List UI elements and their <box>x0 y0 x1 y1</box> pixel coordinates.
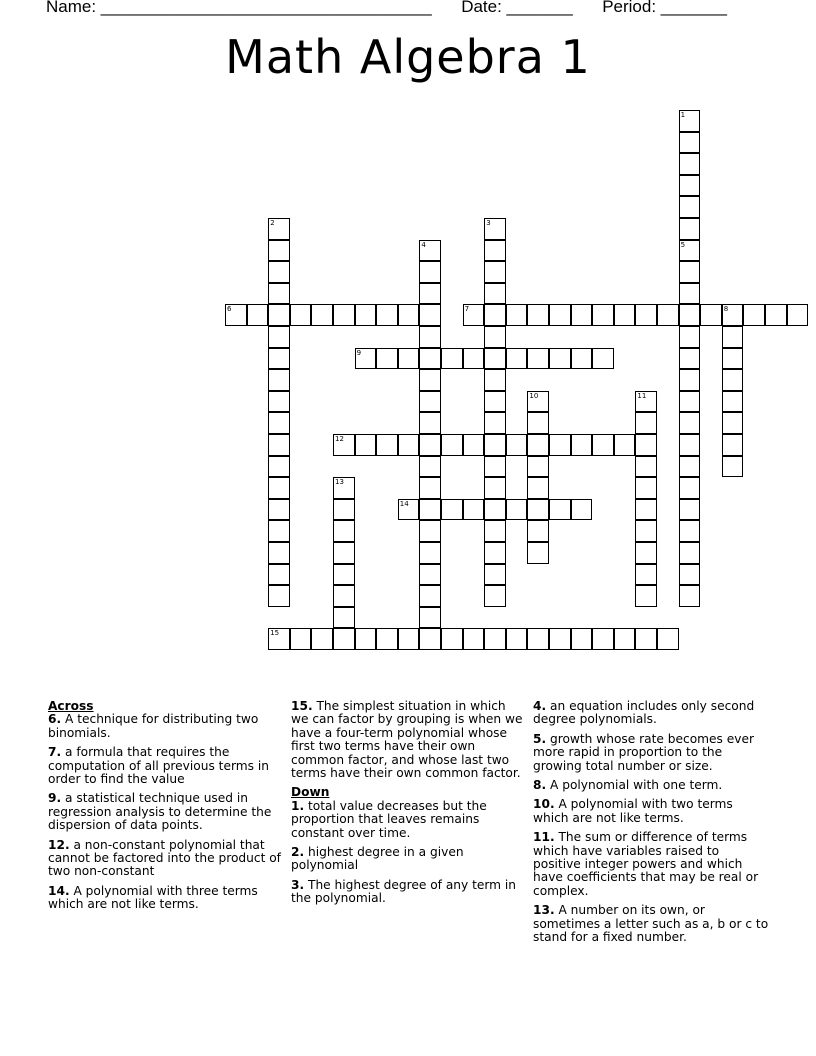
crossword-cell[interactable] <box>679 132 701 154</box>
crossword-cell[interactable] <box>355 628 377 650</box>
crossword-cell[interactable] <box>679 412 701 434</box>
crossword-cell[interactable] <box>268 585 290 607</box>
crossword-cell[interactable] <box>268 628 290 650</box>
crossword-cell[interactable] <box>398 499 420 521</box>
crossword-cell[interactable] <box>333 628 355 650</box>
clue-down-11: 11. The sum or difference of terms which have variables raised to positive integer powers and which have coefficients that may be real or complex. <box>533 830 759 898</box>
crossword-cell[interactable] <box>722 412 744 434</box>
clue-number: 8 <box>723 305 729 314</box>
clue-down-2: 2. highest degree in a given polynomial <box>291 845 464 873</box>
crossword-cell[interactable] <box>419 369 441 391</box>
crossword-cell[interactable] <box>311 628 333 650</box>
crossword-cell[interactable] <box>419 391 441 413</box>
crossword-cell[interactable] <box>376 348 398 370</box>
crossword-cell[interactable] <box>419 412 441 434</box>
crossword-cell[interactable] <box>635 520 657 542</box>
crossword-cell[interactable] <box>571 499 593 521</box>
crossword-cell[interactable] <box>549 499 571 521</box>
crossword-cell[interactable] <box>787 304 809 326</box>
crossword-cell[interactable] <box>527 304 549 326</box>
crossword-cell[interactable] <box>376 434 398 456</box>
crossword-cell[interactable] <box>635 391 657 413</box>
crossword-cell[interactable] <box>355 304 377 326</box>
crossword-cell[interactable] <box>722 348 744 370</box>
clue-across-6: 6. A technique for distributing two binomials. <box>48 712 259 740</box>
crossword-cell[interactable] <box>722 434 744 456</box>
crossword-cell[interactable] <box>549 348 571 370</box>
crossword-cell[interactable] <box>635 477 657 499</box>
page-title: Math Algebra 1 <box>225 30 591 84</box>
name-field-label: Name: ___________________________________ <box>46 0 432 16</box>
crossword-cell[interactable] <box>484 304 506 326</box>
clue-number: 13 <box>335 478 344 487</box>
crossword-cell[interactable] <box>484 391 506 413</box>
crossword-cell[interactable] <box>527 542 549 564</box>
clue-number: 11 <box>637 391 647 400</box>
crossword-cell[interactable] <box>614 304 636 326</box>
crossword-cell[interactable] <box>679 542 701 564</box>
crossword-cell[interactable] <box>571 304 593 326</box>
crossword-cell[interactable] <box>333 499 355 521</box>
crossword-cell[interactable] <box>679 304 701 326</box>
crossword-cell[interactable] <box>679 175 701 197</box>
crossword-cell[interactable] <box>355 434 377 456</box>
crossword-cell[interactable] <box>506 348 528 370</box>
crossword-cell[interactable] <box>419 326 441 348</box>
crossword-cell[interactable] <box>419 520 441 542</box>
crossword-cell[interactable] <box>527 348 549 370</box>
date-field-label: Date: _______ <box>461 0 573 16</box>
crossword-cell[interactable] <box>679 261 701 283</box>
crossword-cell[interactable] <box>268 391 290 413</box>
crossword-cell[interactable] <box>571 434 593 456</box>
crossword-cell[interactable] <box>484 240 506 262</box>
crossword-cell[interactable] <box>441 499 463 521</box>
crossword-cell[interactable] <box>419 585 441 607</box>
crossword-cell[interactable] <box>657 628 679 650</box>
crossword-cell[interactable] <box>679 564 701 586</box>
crossword-cell[interactable] <box>549 304 571 326</box>
clue-down-5: 5. growth whose rate becomes ever more rapid in proportion to the growing total number or size. <box>533 731 754 773</box>
crossword-cell[interactable] <box>333 477 355 499</box>
crossword-cell[interactable] <box>290 628 312 650</box>
clue-number: 1 <box>680 111 686 119</box>
crossword-cell[interactable] <box>700 304 722 326</box>
crossword-cell[interactable] <box>635 499 657 521</box>
crossword-cell[interactable] <box>268 326 290 348</box>
crossword-cell[interactable] <box>398 434 420 456</box>
crossword-cell[interactable] <box>333 520 355 542</box>
crossword-cell[interactable] <box>484 369 506 391</box>
crossword-cell[interactable] <box>765 304 787 326</box>
crossword-cell[interactable] <box>635 456 657 478</box>
down-heading: Down <box>291 785 330 800</box>
crossword-cell[interactable] <box>268 477 290 499</box>
crossword-cell[interactable] <box>679 348 701 370</box>
clue-number: 3 <box>486 219 491 227</box>
clue-down-13: 13. A number on its own, or sometimes a letter such as a, b or c to stand for a fixed number. <box>533 903 769 945</box>
crossword-cell[interactable] <box>679 283 701 305</box>
crossword-cell[interactable] <box>398 304 420 326</box>
crossword-cell[interactable] <box>679 585 701 607</box>
crossword-cell[interactable] <box>743 304 765 326</box>
clue-number: 9 <box>356 348 362 357</box>
across-heading: Across <box>48 699 94 713</box>
clue-across-15: 15. The simplest situation in which we can factor by grouping is when we have a four-term polynomial whose first two terms have their own common factor, and whose last two terms have their own common factor. <box>291 699 523 781</box>
crossword-cell[interactable] <box>333 607 355 629</box>
clue-down-1: 1. total value decreases but the proportion that leaves remains constant over time. <box>291 798 487 840</box>
crossword-cell[interactable] <box>419 499 441 521</box>
crossword-cell[interactable] <box>549 628 571 650</box>
clue-across-7: 7. a formula that requires the computation of all previous terms in order to find the value <box>48 745 269 787</box>
crossword-cell[interactable] <box>441 628 463 650</box>
crossword-cell[interactable] <box>463 434 485 456</box>
crossword-cell[interactable] <box>484 261 506 283</box>
crossword-cell[interactable] <box>441 434 463 456</box>
crossword-cell[interactable] <box>722 304 744 326</box>
crossword-cell[interactable] <box>592 348 614 370</box>
crossword-cell[interactable] <box>679 499 701 521</box>
clue-across-12: 12. a non-constant polynomial that cannot be factored into the product of two non-constant <box>48 837 281 879</box>
crossword-cell[interactable] <box>592 434 614 456</box>
crossword-cell[interactable] <box>268 369 290 391</box>
crossword-cell[interactable] <box>484 283 506 305</box>
clue-down-8: 8. A polynomial with one term. <box>533 778 723 793</box>
crossword-cell[interactable] <box>679 218 701 240</box>
clue-down-3: 3. The highest degree of any term in the polynomial. <box>291 877 517 906</box>
crossword-cell[interactable] <box>419 348 441 370</box>
crossword-cell[interactable] <box>635 628 657 650</box>
crossword-cell[interactable] <box>484 348 506 370</box>
clue-number: 5 <box>680 240 686 249</box>
crossword-cell[interactable] <box>484 477 506 499</box>
crossword-cell[interactable] <box>333 564 355 586</box>
crossword-cell[interactable] <box>419 304 441 326</box>
crossword-cell[interactable] <box>484 434 506 456</box>
crossword-cell[interactable] <box>679 434 701 456</box>
clue-down-10: 10. A polynomial with two terms which are not like terms. <box>533 797 733 825</box>
crossword-cell[interactable] <box>506 434 528 456</box>
crossword-cell[interactable] <box>333 434 355 456</box>
crossword-cell[interactable] <box>635 564 657 586</box>
clue-number: 15 <box>270 629 280 638</box>
crossword-cell[interactable] <box>419 542 441 564</box>
clue-across-9: 9. a statistical technique used in regression analysis to determine the dispersion of data points. <box>48 791 272 833</box>
crossword-cell[interactable] <box>419 564 441 586</box>
crossword-cell[interactable] <box>268 412 290 434</box>
crossword-cell[interactable] <box>398 628 420 650</box>
crossword-cell[interactable] <box>441 348 463 370</box>
crossword-cell[interactable] <box>225 304 247 326</box>
crossword-cell[interactable] <box>679 240 701 262</box>
crossword-cell[interactable] <box>592 628 614 650</box>
crossword-cell[interactable] <box>376 628 398 650</box>
crossword-cell[interactable] <box>268 240 290 262</box>
crossword-cell[interactable] <box>419 283 441 305</box>
crossword-cell[interactable] <box>419 240 441 262</box>
crossword-cell[interactable] <box>247 304 269 326</box>
crossword-cell[interactable] <box>635 542 657 564</box>
clues-column-3 <box>533 700 769 951</box>
crossword-cell[interactable] <box>527 456 549 478</box>
clue-number: 7 <box>464 305 470 314</box>
crossword-cell[interactable] <box>527 391 549 413</box>
clue-number: 10 <box>529 391 539 400</box>
crossword-cell[interactable] <box>506 499 528 521</box>
crossword-cell[interactable] <box>268 456 290 478</box>
crossword-cell[interactable] <box>722 369 744 391</box>
crossword-cell[interactable] <box>268 218 290 240</box>
clues-column-2 <box>291 700 523 912</box>
crossword-cell[interactable] <box>679 369 701 391</box>
crossword-cell[interactable] <box>549 434 571 456</box>
crossword-cell[interactable] <box>311 304 333 326</box>
crossword-cell[interactable] <box>268 499 290 521</box>
crossword-cell[interactable] <box>419 434 441 456</box>
crossword-cell[interactable] <box>722 391 744 413</box>
crossword-cell[interactable] <box>268 348 290 370</box>
crossword-cell[interactable] <box>419 477 441 499</box>
crossword-cell[interactable] <box>268 520 290 542</box>
crossword-cell[interactable] <box>679 456 701 478</box>
crossword-cell[interactable] <box>635 434 657 456</box>
clue-number: 6 <box>227 305 232 314</box>
crossword-cell[interactable] <box>355 348 377 370</box>
crossword-cell[interactable] <box>527 499 549 521</box>
crossword-cell[interactable] <box>484 542 506 564</box>
crossword-cell[interactable] <box>463 304 485 326</box>
crossword-cell[interactable] <box>679 153 701 175</box>
crossword-cell[interactable] <box>679 110 701 132</box>
crossword-cell[interactable] <box>290 304 312 326</box>
crossword-cell[interactable] <box>635 585 657 607</box>
crossword-cell[interactable] <box>463 348 485 370</box>
crossword-cell[interactable] <box>268 283 290 305</box>
crossword-cell[interactable] <box>614 628 636 650</box>
crossword-cell[interactable] <box>484 218 506 240</box>
crossword-cell[interactable] <box>527 520 549 542</box>
crossword-cell[interactable] <box>419 607 441 629</box>
crossword-cell[interactable] <box>484 412 506 434</box>
crossword-cell[interactable] <box>333 585 355 607</box>
crossword-cell[interactable] <box>484 456 506 478</box>
crossword-cell[interactable] <box>635 304 657 326</box>
crossword-cell[interactable] <box>614 434 636 456</box>
crossword-cell[interactable] <box>484 326 506 348</box>
crossword-cell[interactable] <box>679 477 701 499</box>
crossword-cell[interactable] <box>571 348 593 370</box>
crossword-cell[interactable] <box>484 520 506 542</box>
crossword-cell[interactable] <box>571 628 593 650</box>
crossword-cell[interactable] <box>679 196 701 218</box>
period-field-label: Period: _______ <box>602 0 727 16</box>
clue-number: 2 <box>270 219 275 227</box>
crossword-cell[interactable] <box>527 628 549 650</box>
clue-number: 12 <box>335 435 344 443</box>
crossword-cell[interactable] <box>333 542 355 564</box>
crossword-cell[interactable] <box>268 434 290 456</box>
crossword-cell[interactable] <box>679 326 701 348</box>
crossword-cell[interactable] <box>398 348 420 370</box>
crossword-cell[interactable] <box>463 499 485 521</box>
crossword-cell[interactable] <box>722 326 744 348</box>
crossword-cell[interactable] <box>657 304 679 326</box>
crossword-cell[interactable] <box>419 628 441 650</box>
clue-number: 4 <box>421 240 426 249</box>
crossword-cell[interactable] <box>268 261 290 283</box>
crossword-cell[interactable] <box>679 520 701 542</box>
clue-across-14: 14. A polynomial with three terms which are not like terms. <box>48 883 258 912</box>
crossword-cell[interactable] <box>376 304 398 326</box>
clue-number: 14 <box>399 499 409 508</box>
crossword-cell[interactable] <box>484 628 506 650</box>
crossword-cell[interactable] <box>506 304 528 326</box>
crossword-cell[interactable] <box>679 391 701 413</box>
crossword-cell[interactable] <box>268 304 290 326</box>
crossword-cell[interactable] <box>592 304 614 326</box>
crossword-cell[interactable] <box>527 477 549 499</box>
crossword-cell[interactable] <box>722 456 744 478</box>
crossword-cell[interactable] <box>333 304 355 326</box>
crossword-cell[interactable] <box>635 412 657 434</box>
crossword-cell[interactable] <box>484 499 506 521</box>
crossword-cell[interactable] <box>419 261 441 283</box>
crossword-cell[interactable] <box>484 564 506 586</box>
crossword-cell[interactable] <box>506 628 528 650</box>
crossword-cell[interactable] <box>268 564 290 586</box>
clues-column-1 <box>48 700 284 918</box>
crossword-cell[interactable] <box>463 628 485 650</box>
crossword-cell[interactable] <box>419 456 441 478</box>
crossword-cell[interactable] <box>268 542 290 564</box>
crossword-cell[interactable] <box>527 412 549 434</box>
clue-down-4: 4. an equation includes only second degree polynomials. <box>533 699 755 727</box>
crossword-cell[interactable] <box>484 585 506 607</box>
crossword-cell[interactable] <box>527 434 549 456</box>
